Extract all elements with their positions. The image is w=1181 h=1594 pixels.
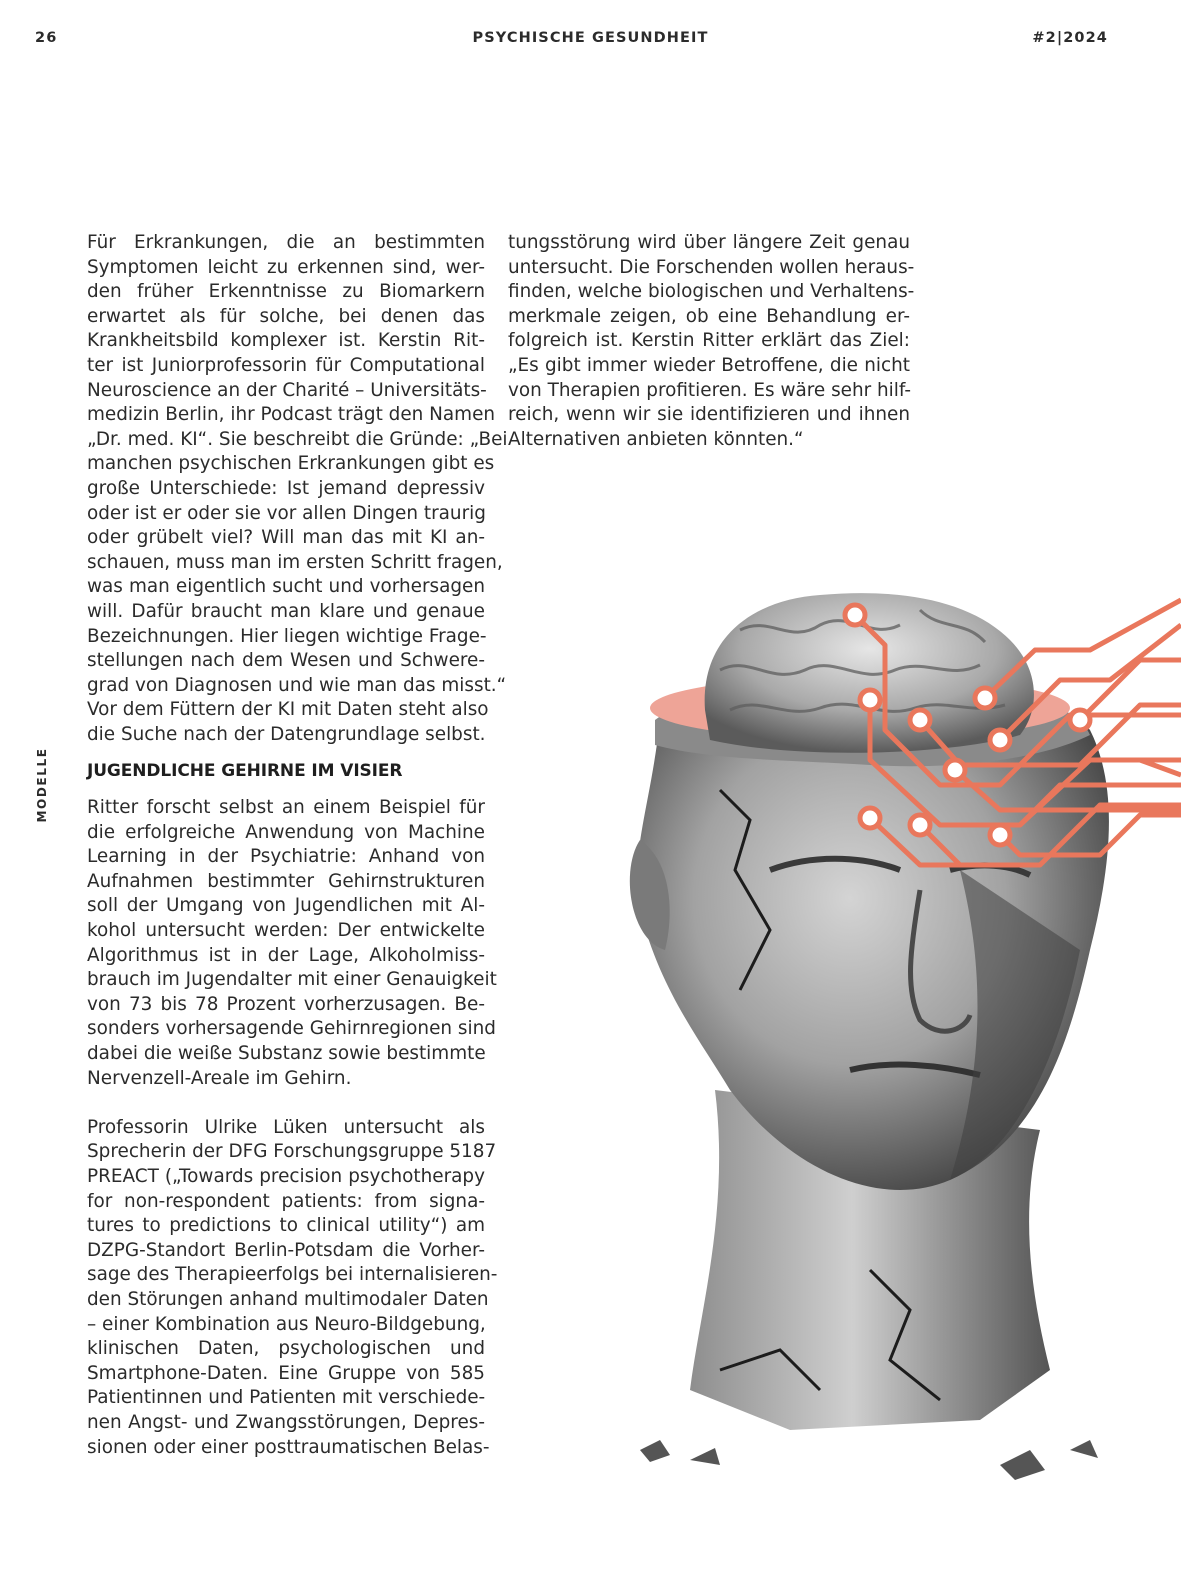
text-line: Ritter forscht selbst an einem Beispiel für (87, 797, 485, 819)
text-line: manchen psychischen Erkrankungen gibt es (87, 453, 495, 475)
text-line: tures to predictions to clinical utility“) am (87, 1215, 485, 1237)
text-line: den Störungen anhand multimodaler Daten (87, 1288, 489, 1310)
text-line: will. Dafür braucht man klare und genaue (87, 600, 485, 622)
text-line: brauch im Jugendalter mit einer Genauigkeit (87, 969, 497, 991)
text-line: Aufnahmen bestimmter Gehirnstrukturen (87, 870, 485, 892)
paragraph-ritter-research (87, 796, 497, 1091)
text-line: sage des Therapieerfolgs bei internalisieren- (87, 1264, 498, 1286)
text-line: oder grübelt viel? Will man das mit KI an- (87, 527, 485, 549)
text-line: Nervenzell-Areale im Gehirn. (87, 1067, 352, 1089)
text-line: von Therapien profitieren. Es wäre sehr hilf- (508, 379, 912, 401)
text-line: Krankheitsbild komplexer ist. Kerstin Rit- (87, 330, 485, 352)
text-line: Patientinnen und Patienten mit verschiede- (87, 1387, 486, 1409)
text-line: Für Erkrankungen, die an bestimmten (87, 232, 485, 253)
page-number: 26 (35, 30, 58, 46)
text-line: DZPG-Standort Berlin-Potsdam die Vorher- (87, 1239, 485, 1261)
text-line: PREACT („Towards precision psychotherapy (87, 1165, 485, 1187)
text-line: soll der Umgang von Jugendlichen mit Al- (87, 895, 485, 917)
section-title: PSYCHISCHE GESUNDHEIT (472, 30, 709, 46)
article-left-column (87, 231, 508, 1460)
paragraph-continuation (508, 231, 915, 452)
text-line: „Es gibt immer wieder Betroffene, die nicht (508, 354, 910, 376)
text-line: nen Angst- und Zwangsstörungen, Depres- (87, 1411, 485, 1433)
text-line: grad von Diagnosen und wie man das misst.“ (87, 674, 507, 696)
sculpture-brain-circuit-icon (620, 570, 1181, 1510)
article-right-column (508, 231, 915, 452)
text-line: stellungen nach dem Wesen und Schwere- (87, 650, 485, 672)
side-section-label: MODELLE (35, 747, 49, 823)
text-line: Alternativen anbieten könnten.“ (508, 428, 804, 450)
text-line: erwartet als für solche, bei denen das (87, 305, 485, 327)
issue-number: #2|2024 (1032, 30, 1108, 46)
text-line: Vor dem Füttern der KI mit Daten steht also (87, 699, 489, 721)
page-header (0, 30, 1181, 54)
text-line: Professorin Ulrike Lüken untersucht als (87, 1116, 485, 1138)
text-line: folgreich ist. Kerstin Ritter erklärt das Ziel: (508, 330, 910, 352)
text-line: sonders vorhersagende Gehirnregionen sind (87, 1018, 496, 1040)
subheading: JUGENDLICHE GEHIRNE IM VISIER (87, 761, 403, 782)
text-line: Bezeichnungen. Hier liegen wichtige Frage- (87, 625, 487, 647)
text-line: kohol untersucht werden: Der entwickelte (87, 920, 485, 942)
text-line: ter ist Juniorprofessorin für Computational (87, 354, 485, 376)
text-line: die erfolgreiche Anwendung von Machine (87, 821, 485, 843)
text-line: dabei die weiße Substanz sowie bestimmte (87, 1043, 486, 1064)
text-line: sionen oder einer posttraumatischen Belas- (87, 1436, 490, 1458)
text-line: reich, wenn wir sie identifizieren und ihnen (508, 404, 910, 426)
text-line: „Dr. med. KI“. Sie beschreibt die Gründe: „Bei (87, 428, 508, 450)
text-line: klinischen Daten, psychologischen und (87, 1338, 485, 1360)
text-line: von 73 bis 78 Prozent vorherzusagen. Be- (87, 993, 485, 1015)
paragraph-lueken-preact (87, 1116, 498, 1460)
text-line: medizin Berlin, ihr Podcast trägt den Namen (87, 404, 496, 426)
text-line: Neuroscience an der Charité – Universitäts- (87, 379, 487, 401)
text-line: Smartphone-Daten. Eine Gruppe von 585 (87, 1362, 485, 1384)
text-line: untersucht. Die Forschenden wollen heraus- (508, 256, 915, 278)
paragraph-biomarkers (87, 231, 508, 747)
text-line: Sprecherin der DFG Forschungsgruppe 5187 (87, 1141, 497, 1163)
text-line: finden, welche biologischen und Verhaltens- (508, 281, 915, 303)
text-line: den früher Erkenntnisse zu Biomarkern (87, 281, 485, 303)
text-line: Symptomen leicht zu erkennen sind, wer- (87, 256, 485, 278)
text-line: große Unterschiede: Ist jemand depressiv (87, 477, 485, 499)
text-line: Learning in der Psychiatrie: Anhand von (87, 846, 485, 868)
text-line: was man eigentlich sucht und vorhersagen (87, 576, 485, 598)
text-line: oder ist er oder sie vor allen Dingen traurig (87, 502, 486, 524)
text-line: merkmale zeigen, ob eine Behandlung er- (508, 305, 910, 327)
text-line: schauen, muss man im ersten Schritt fragen, (87, 551, 503, 573)
text-line: Algorithmus ist in der Lage, Alkoholmiss- (87, 944, 485, 966)
text-line: for non-respondent patients: from signa- (87, 1190, 485, 1212)
text-line: die Suche nach der Datengrundlage selbst. (87, 723, 486, 745)
text-line: – einer Kombination aus Neuro-Bildgebung, (87, 1313, 486, 1335)
text-line: tungsstörung wird über längere Zeit genau (508, 232, 910, 253)
